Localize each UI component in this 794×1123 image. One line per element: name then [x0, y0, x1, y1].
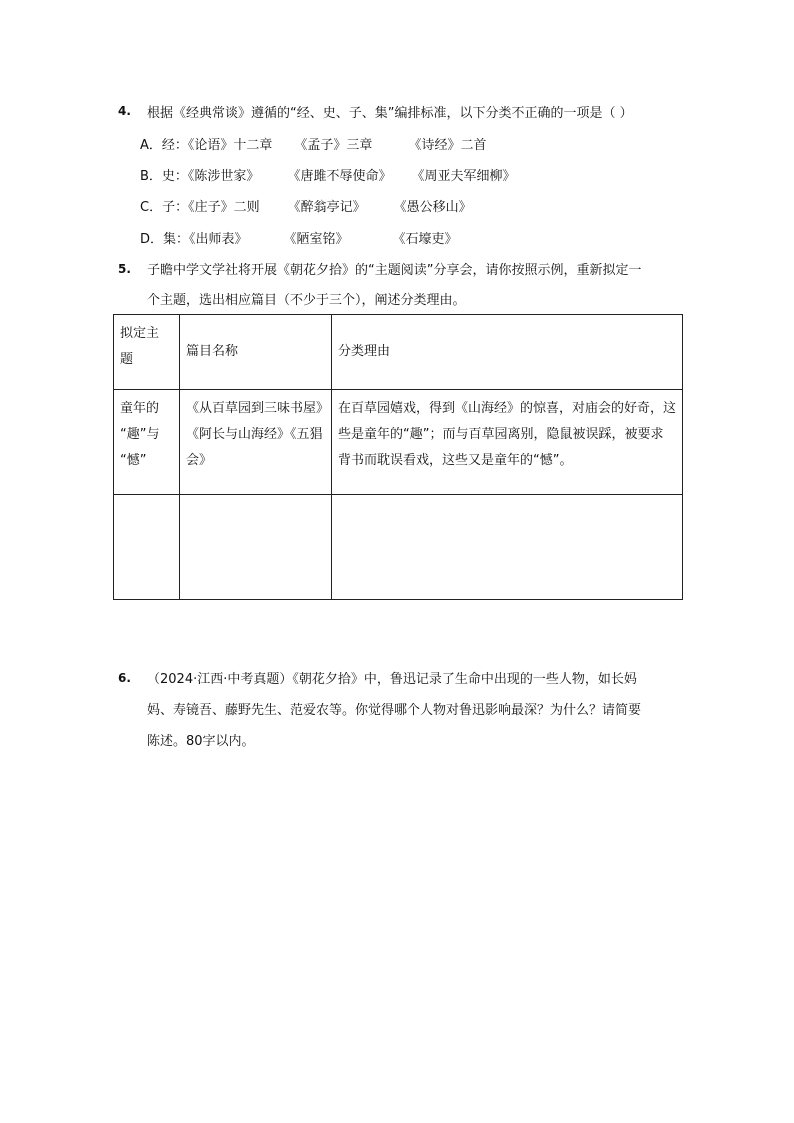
option-item: 《醉翁亭记》	[287, 200, 366, 215]
q4-number: 4.	[118, 104, 131, 118]
q6-line-1: （2024·江西·中考真题）《朝花夕拾》中，鲁迅记录了生命中出现的一些人物，如长妈	[147, 672, 637, 687]
q4-option-d	[140, 228, 458, 247]
option-item: 《陈涉世家》	[187, 169, 260, 184]
q4-option-b	[140, 165, 515, 184]
option-item: 《诗经》二首	[408, 138, 487, 153]
option-item: 《庄子》二则	[188, 200, 260, 215]
table-header-row	[114, 315, 683, 390]
option-item: 《孟子》三章	[294, 138, 373, 153]
header-reason: 分类理由	[332, 315, 683, 390]
q5-line-1: 子瞻中学文学社将开展《朝花夕拾》的“主题阅读”分享会，请你按照示例，重新拟定一	[147, 263, 642, 278]
q4-stem: 根据《经典常谈》遵循的“经、史、子、集”编排标准，以下分类不正确的一项是（ ）	[147, 106, 633, 121]
header-titles: 篇目名称	[180, 315, 332, 390]
option-item: 《愚公移山》	[393, 200, 472, 215]
option-item: 《出师表》	[189, 232, 248, 247]
option-item: 《周亚夫军细柳》	[411, 169, 516, 184]
table-row-example	[114, 390, 683, 495]
q5-line-2: 个主题，选出相应篇目（不少于三个），阐述分类理由。	[147, 293, 466, 308]
option-item: 《石壕吏》	[392, 232, 458, 247]
theme-table	[113, 314, 683, 600]
answer-theme-cell[interactable]	[114, 495, 180, 600]
q4-option-c	[140, 196, 472, 215]
q6-line-2: 妈、寿镜吾、藤野先生、范爱农等。你觉得哪个人物对鲁迅影响最深？为什么？请简要	[147, 703, 642, 718]
q4-option-a	[140, 134, 486, 153]
answer-reason-cell[interactable]	[332, 495, 683, 600]
option-item: 《唐雎不辱使命》	[287, 169, 392, 184]
option-label: D．集：	[140, 232, 190, 247]
header-theme: 拟定主 题	[114, 315, 180, 390]
q6-line-3: 陈述。80字以内。	[147, 734, 255, 749]
example-theme: 童年的 “趣”与 “憾”	[114, 390, 180, 495]
option-label: B．史：	[140, 169, 188, 184]
q5-number: 5.	[118, 262, 131, 276]
option-item: 《陋室铭》	[283, 232, 349, 247]
option-item: 《论语》十二章	[187, 138, 273, 153]
example-titles: 《从百草园到三味书屋》《阿长与山海经》《五猖会》	[180, 390, 332, 495]
answer-titles-cell[interactable]	[180, 495, 332, 600]
option-label: A．经：	[140, 138, 188, 153]
option-label: C．子：	[140, 200, 189, 215]
q6-number: 6.	[118, 671, 131, 685]
table-row-answer[interactable]	[114, 495, 683, 600]
example-reason: 在百草园嬉戏，得到《山海经》的惊喜，对庙会的好奇，这些是童年的“趣”；而与百草园离别，隐鼠被误踩，被要求背书而耽误看戏，这些又是童年的“憾”。	[332, 390, 683, 495]
